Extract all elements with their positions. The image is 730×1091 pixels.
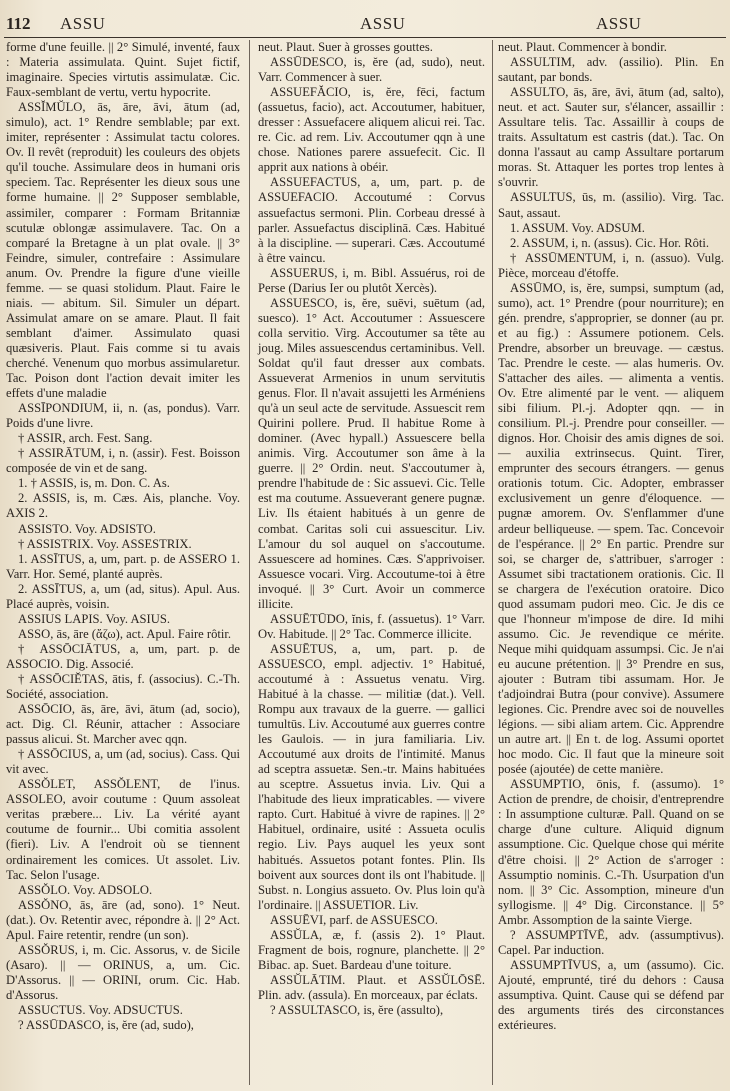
- dictionary-entry: ? ASSŪDASCO, is, ĕre (ad, sudo),: [18, 1018, 194, 1033]
- dictionary-entry: † ASSŌCIUS, a, um (ad, socius). Cass. Qui vit avec.: [6, 747, 240, 777]
- running-headword-left: ASSU: [60, 14, 106, 33]
- dictionary-entry: ASSULTUS, ūs, m. (assilio). Virg. Tac. Saut, assaut.: [498, 190, 724, 220]
- dictionary-entry: 2. ASSĪTUS, a, um (ad, situs). Apul. Aus. Placé auprès, voisin.: [6, 581, 240, 611]
- dictionary-entry: ASSĪPONDIUM, ii, n. (as, pondus). Varr. Poids d'une livre.: [6, 401, 240, 431]
- running-headword-right: ASSU: [596, 14, 642, 33]
- dictionary-entry: † ASSŪMENTUM, i, n. (assuo). Vulg. Pièce, morceau d'étoffe.: [498, 250, 724, 280]
- dictionary-entry: ASSUERUS, i, m. Bibl. Assuérus, roi de Perse (Darius Ier ou plutôt Xercès).: [258, 265, 485, 295]
- dictionary-entry: ASSŎLO. Voy. ADSOLO.: [18, 882, 153, 897]
- column-3: [498, 40, 724, 1033]
- dictionary-entry: ASSUĒVI, parf. de ASSUESCO.: [270, 912, 438, 927]
- running-header: [0, 14, 730, 36]
- dictionary-entry: 1. † ASSIS, is, m. Don. C. As.: [18, 476, 170, 491]
- dictionary-entry: ASSŪMO, is, ĕre, sumpsi, sumptum (ad, sumo), act. 1° Prendre (pour nourriture); en gén. prendre, s'approprier, se donner (au pr. et au fig.) : Assumere potionem. Cels. Prendre, absorber un breuvage. — cæstus. Tac. Prendre le ceste. — alas humeris. Ov. S'attacher des ailes. — alimenta a ventis. Ov. Etre alimenté par le vent. — aliquem sibi filium. Pl.-j. Adopter qqn. — in consilium. Pl.-j. Prendre pour conseiller. — dignos. Hor. Choisir des amis dignes de soi. — auxilia extrinsecus. Quint. Tirer, emprunter des secours étrangers. — genus orationis totum. Cic. Adopter, embrasser exclusivement un genre d'éloquence. — pugnæ amorem. Ov. S'enflammer d'une ardeur belliqueuse. — spem. Tac. Concevoir de l'espérance. || 2° En partic. Prendre sur soi, se charger de, s'attribuer, s'arroger : Assumet sibi tractationem orationis. Cic. Il se chargera de l'exécution oratoire. Dico quod assumam pudori meo. Cic. Je dis ce que l'honneur m'impose de dire. Id mihi assumo. Cic. Je revendique ce mérite. Neque mihi quidquam assumpsi. Cic. Je n'ai eu aucune prétention. || 3° Prendre en sus, ajouter : Butram tibi assumam. Hor. Je t'adjoindrai Butra (pour convive). Assumere legiones. Cic. Prendre avec soi de nouvelles légions. — sibi aliam artem. Cic. Apprendre un autre art. || En t. de log. Assumi oportet hoc modo. Cic. Il faut que la mineure soit posée (ajoutée) de cette manière.: [498, 280, 724, 777]
- dictionary-entry: ? ASSUMPTĪVĒ, adv. (assumptivus). Capel. Par induction.: [498, 927, 724, 957]
- dictionary-entry: † ASSISTRIX. Voy. ASSESTRIX.: [18, 536, 192, 551]
- dictionary-entry: neut. Plaut. Suer à grosses gouttes.: [258, 40, 433, 54]
- running-headword-center: ASSU: [360, 14, 406, 33]
- dictionary-entry: † ASSŌCIĀTUS, a, um, part. p. de ASSOCIO. Dig. Associé.: [6, 641, 240, 671]
- dictionary-entry: ASSUĒTUS, a, um, part. p. de ASSUESCO, empl. adjectiv. 1° Habitué, accoutumé à : Assuetus venatu. Virg. Habitué à la chasse. — militiæ (dat.). Vell. Rompu aux travaux de la guerre. — gallici tumultūs. Liv. Accoutumé aux guerres contre les Gaulois. — in jura familiaria. Liv. Accoutumé aux droits de l'intimité. Manus ad sceptra assuetæ. Sen.-tr. Mains habituées au sceptre. Assuetus invia. Liv. Qui a l'habitude des lieux impraticables. — vivere rapto. Curt. Habitué à vivre de rapines. || 2° Habituel, ordinaire, usité : Assueta oculis regio. Liv. Pays auquel les yeux sont habitués. Assuetos potant fontes. Plin. Ils boivent aux sources dont ils ont l'habitude. || Subst. n. Longius assueto. Ov. Plus loin qu'à l'ordinaire. || ASSUETIOR. Liv.: [258, 641, 485, 912]
- dictionary-entry: ASSUĒTŪDO, ĭnis, f. (assuetus). 1° Varr. Ov. Habitude. || 2° Tac. Commerce illicite.: [258, 611, 485, 641]
- dictionary-entry: † ASSŌCIĔTAS, ātis, f. (associus). C.-Th. Société, association.: [6, 671, 240, 702]
- dictionary-entry: ASSĬMŬLO, ās, āre, āvi, ātum (ad, simulo), act. 1° Rendre semblable; par ext. imiter, représenter : Assimulat tactu colores. Ov. Il revêt (reproduit) les couleurs des objets qu'il touche. Assimulare deos in humani oris speciem. Tac. Représenter les dieux sous une forme humaine. || 2° Supposer semblable, assimiler, comparer : Formam Britanniæ scutulæ oblongæ assimulavere. Tac. On a comparé la Bretagne à un plat ovale. || 3° Feindre, simuler, contrefaire : Assimulare anum. Ov. Prendre la figure d'une vieille femme. — se quasi stolidum. Plaut. Faire le niais. — abitum. Sil. Simuler un départ. Assimulat amare on se amare. Plaut. Il fait semblant d'aimer. Assimulato quasi quæsiveris. Plaut. Fais comme si tu avais cherché. Venenum quo morbus assimularetur. Tac. Poison dont l'action devait imiter les effets d'une maladie: [6, 100, 240, 401]
- column-2: [258, 40, 485, 1018]
- dictionary-entry: ASSUMPTIO, ōnis, f. (assumo). 1° Action de prendre, de choisir, d'entreprendre : In assumptione culturæ. Pall. Quand on se charge d'une culture. Aliquid dignum assumptione. Cic. Quelque chose qui mérite d'être choisi. || 2° Action de s'arroger : Assumptio nominis. C.-Th. Usurpation d'un nom. || 3° Cic. Assomption, mineure d'un syllogisme. || 4° Dig. Circonstance. || 5° Ambr. Assomption de la sainte Vierge.: [498, 777, 724, 927]
- header-rule: [4, 37, 726, 38]
- column-divider: [492, 40, 493, 1085]
- dictionary-entry: ASSŎNO, ās, āre (ad, sono). 1° Neut. (dat.). Ov. Retentir avec, répondre à. || 2° Act. Apul. Faire retentir, rendre (un son).: [6, 897, 240, 942]
- dictionary-entry: ASSUMPTĪVUS, a, um (assumo). Cic. Ajouté, emprunté, tiré du dehors : Causa assumptiva. Quint. Cause qui se défend par des arguments tirés des circonstances extérieures.: [498, 957, 724, 1033]
- column-1: [6, 40, 240, 1033]
- dictionary-entry: † ASSIRĀTUM, i, n. (assir). Fest. Boisson composée de vin et de sang.: [6, 446, 240, 476]
- dictionary-entry: ASSULTO, ās, āre, āvi, ātum (ad, salto), neut. et act. Sauter sur, s'élancer, assaillir : Assultare telis. Tac. Assaillir à coups de traits. Assultatum est castris (dat.). Tac. On donna l'assaut au camp Assultare portarum moras. St. Attaquer les portes trop lentes à s'ouvrir.: [498, 85, 724, 190]
- dictionary-entry: ASSŬLĀTIM. Plaut. et ASSŬLŌSĒ. Plin. adv. (assula). En morceaux, par éclats.: [258, 972, 485, 1002]
- dictionary-entry: 2. ASSIS, is, m. Cæs. Ais, planche. Voy. AXIS 2.: [6, 491, 240, 521]
- dictionary-entry: ASSULTIM, adv. (assilio). Plin. En sautant, par bonds.: [498, 55, 724, 85]
- dictionary-entry: ASSUCTUS. Voy. ADSUCTUS.: [18, 1003, 183, 1017]
- dictionary-entry: forme d'une feuille. || 2° Simulé, inventé, faux : Materia assimulata. Quint. Sujet fictif, imaginaire. Species virtutis assimulatæ. Cic. Faux-semblant de vertu, vertu hypocrite.: [6, 40, 240, 100]
- column-divider: [249, 40, 250, 1085]
- dictionary-entry: ASSUEFACTUS, a, um, part. p. de ASSUEFACIO. Accoutumé : Corvus assuefactus sermoni. Plin. Corbeau dressé à parler. Assuefactus disciplinā. Cæs. Habitué à la discipline. — superari. Cæs. Accoutumé à être vaincu.: [258, 175, 485, 265]
- dictionary-entry: ? ASSULTASCO, is, ĕre (assulto),: [270, 1003, 444, 1017]
- dictionary-entry: ASSUEFĂCIO, is, ĕre, fēci, factum (assuetus, facio), act. Accoutumer, habituer, dresser : Assuefacere aliquem alicui rei. Tac. re. Cic. ad rem. Liv. Accoutumer qqn à une chose. Nationes parere assuefecit. Cic. Il apprit aux nations à obéir.: [258, 85, 485, 175]
- dictionary-entry: ASSŌCIO, ās, āre, āvi, ātum (ad, socio), act. Dig. Cl. Réunir, attacher : Associare passus alicui. St. Marcher avec qqn.: [6, 702, 240, 747]
- dictionary-entry: ASSŬLA, æ, f. (assis 2). 1° Plaut. Fragment de bois, rognure, planchette. || 2° Bibac. ap. Suet. Bardeau d'une toiture.: [258, 927, 485, 972]
- dictionary-entry: ASSUESCO, is, ĕre, suēvi, suētum (ad, suesco). 1° Act. Accoutumer : Assuescere colla servitio. Virg. Accoutumer sa tête au joug. Miles assuescendus certaminibus. Vell. Soldat qu'il faut dresser aux combats. Assueverat Armenios in unum servitutis genus. Flor. Il n'avait assujetti les Arméniens qu'à un seul acte de servitude. Assuescit rem Quirini pollere. Prud. Il habitue Rome à dominer. (Avec hypall.) Assuescere bella animis. Virg. Accoutumer son âme à la guerre. || 2° Ordin. neut. S'accoutumer à, prendre l'habitude de : Sic assuevi. Cic. Telle est ma coutume. Assueverant genere pugnæ. Liv. Ils étaient habitués à un genre de combat. Caritas soli cui assuescitur. Liv. L'amour du sol auquel on s'accoutume. Assuescere ad homines. Cæs. S'apprivoiser. Assuesce vocari. Virg. Accoutume-toi à être invoqué. || 3° Curt. Avoir un commerce illicite.: [258, 295, 485, 611]
- dictionary-entry: ASSISTO. Voy. ADSISTO.: [18, 521, 156, 536]
- dictionary-entry: ASSŪDESCO, is, ĕre (ad, sudo), neut. Varr. Commencer à suer.: [258, 55, 485, 85]
- dictionary-entry: 1. ASSĪTUS, a, um, part. p. de ASSERO 1. Varr. Hor. Semé, planté auprès.: [6, 551, 240, 581]
- dictionary-entry: 2. ASSUM, i, n. (assus). Cic. Hor. Rôti.: [510, 235, 710, 250]
- dictionary-entry: neut. Plaut. Commencer à bondir.: [498, 40, 667, 54]
- dictionary-entry: ASSŎLET, ASSŎLENT, de l'inus. ASSOLEO, avoir coutume : Quum assoleat veritas præbere... Liv. La vérité ayant coutume de fournir... Ubi comitia assolent (fieri). Liv. A l'endroit où se tiennent ordinairement les comices. Ut assolet. Liv. Tac. Selon l'usage.: [6, 777, 240, 882]
- dictionary-entry: 1. ASSUM. Voy. ADSUM.: [510, 220, 645, 235]
- page-number: 112: [6, 14, 31, 33]
- dictionary-entry: † ASSIR, arch. Fest. Sang.: [18, 431, 153, 446]
- dictionary-entry: ASSO, ās, āre (ἄζω), act. Apul. Faire rôtir.: [18, 626, 232, 641]
- dictionary-entry: ASSŎRUS, i, m. Cic. Assorus, v. de Sicile (Asaro). || — ORINUS, a, um. Cic. D'Assorus. || — ORINI, orum. Cic. Hab. d'Assorus.: [6, 942, 240, 1002]
- dictionary-entry: ASSIUS LAPIS. Voy. ASIUS.: [18, 611, 170, 626]
